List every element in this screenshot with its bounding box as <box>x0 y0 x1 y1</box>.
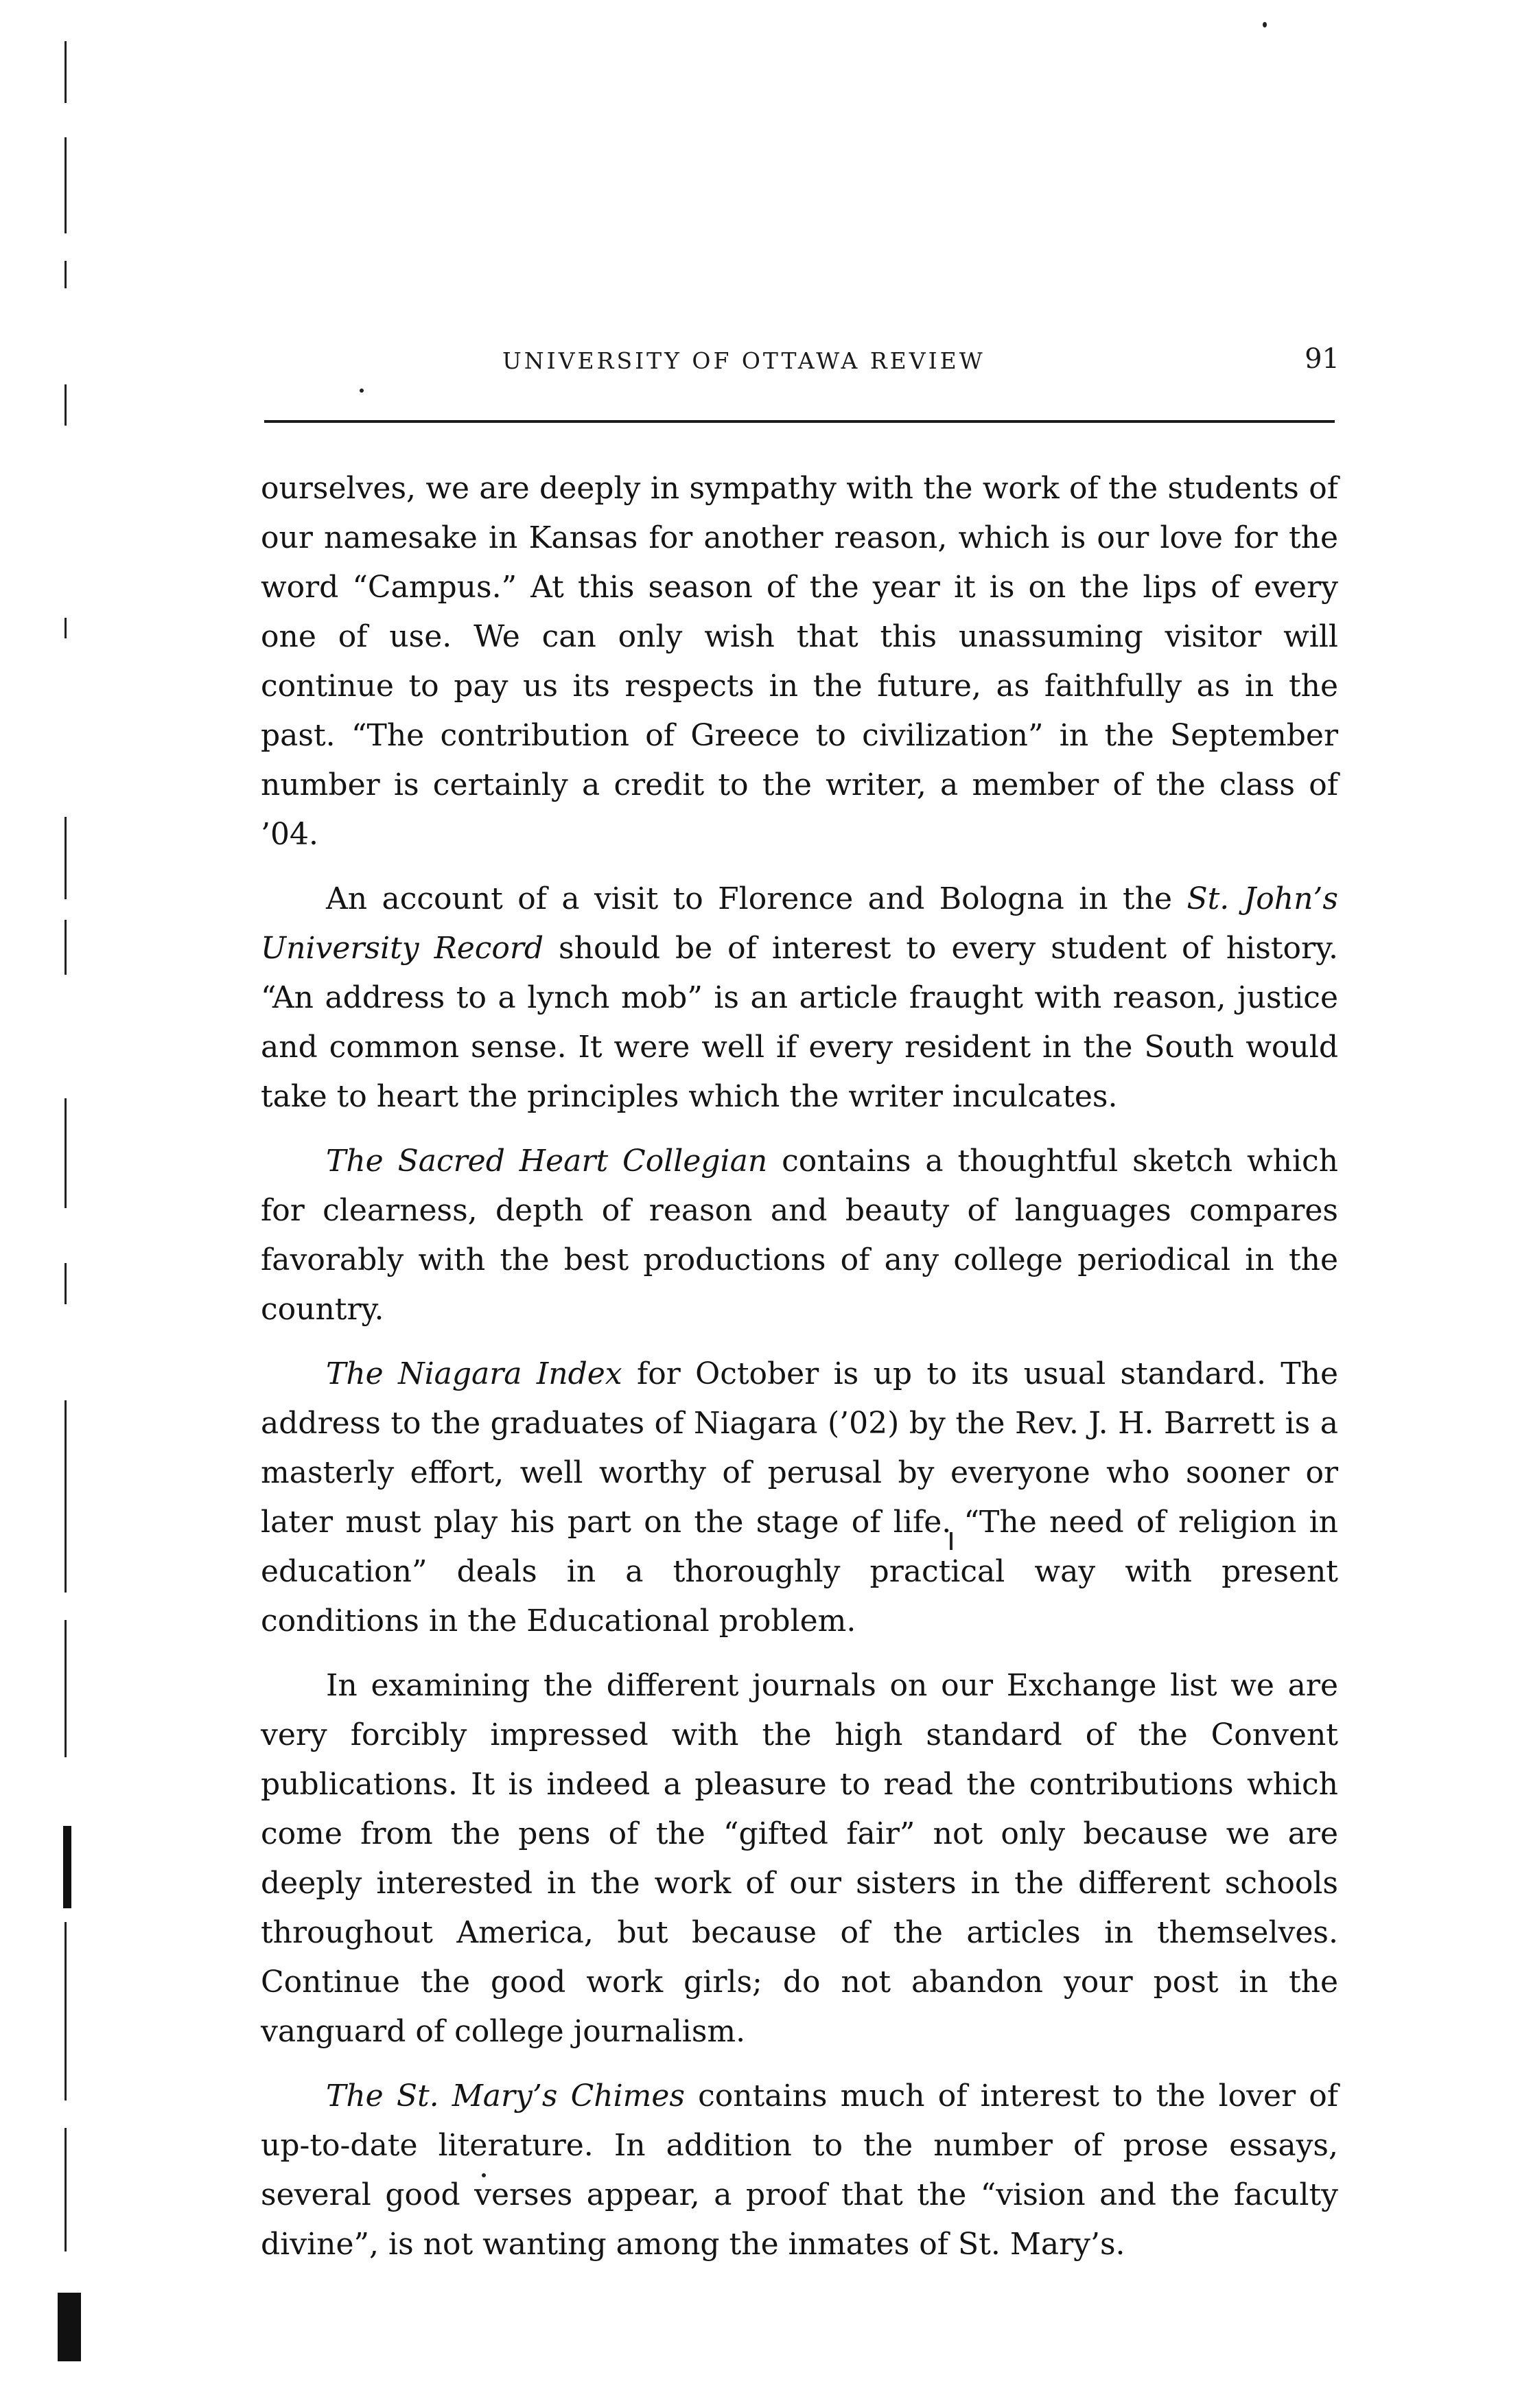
paragraph-2 <box>261 875 1338 1122</box>
header-rule <box>264 420 1335 423</box>
journal-title: The Sacred Heart Collegian <box>326 1144 768 1179</box>
paragraph-6 <box>261 2072 1338 2269</box>
paragraph-3 <box>261 1137 1338 1334</box>
article-body <box>261 464 1338 2284</box>
paragraph-text: should be of interest to every student of history. “An address to a lynch mob” is an article fraught with reason, justice and common sense. It were well if every resident in the South would take to heart the principles which the writer inculcates. <box>261 931 1338 1114</box>
paragraph-text: In examining the different journals on our Exchange list we are very forcibly impressed with the high standard of the Convent publications. It is indeed a pleasure to read the contributions which come from the pens of the “gifted fair” not only because we are deeply interested in the work of our sisters in the different schools throughout America, but because of the articles in themselves. Continue the good work girls; do not abandon your post in the vanguard of college journalism. <box>261 1668 1338 2049</box>
paragraph-text: contains much of interest to the lover of up-to-date literature. In addition to the number of prose essays, several good verses appear, a proof that the “vision and the faculty divine”, is not wanting among the inmates of St. Mary’s. <box>261 2079 1339 2262</box>
scan-speck <box>1263 22 1267 27</box>
page-number: 91 <box>1305 343 1340 375</box>
paragraph-text: ourselves, we are deeply in sympathy with the work of the students of our namesake in Kansas for another reason, which is our love for the word “Campus.” At this season of the year it is on the lips of every one of use. We can only wish that this unassuming visitor will continue to pay us its respects in the future, as faithfully as in the past. “The contribution of Greece to civilization” in the September number is certainly a credit to the writer, a member of the class of ’04. <box>261 471 1338 852</box>
running-title: UNIVERSITY OF OTTAWA REVIEW <box>502 347 985 374</box>
scan-speck <box>360 389 364 393</box>
running-head <box>255 343 1340 384</box>
paragraph-1 <box>261 464 1338 859</box>
paragraph-text: An account of a visit to Florence and Bologna in the <box>326 881 1187 916</box>
journal-title: St. John’s University Record <box>261 881 1338 966</box>
journal-title: The St. Mary’s Chimes <box>326 2079 686 2114</box>
paragraph-5 <box>261 1661 1338 2057</box>
paragraph-text: contains a thoughtful sketch which for clearness, depth of reason and beauty of languages compares favorably with the best productions of any college periodical in the country. <box>261 1144 1339 1327</box>
journal-title: The Niagara Index <box>326 1356 622 1391</box>
paragraph-4 <box>261 1350 1338 1646</box>
scan-edge-artifact <box>60 27 77 2389</box>
paragraph-text: for October is up to its usual standard. The address to the graduates of Niagara (’02) by the Rev. J. H. Barrett is a masterly effort, well worthy of perusal by everyone who sooner or later must play his part on the stage of life. “The need of religion in education” deals in a thoroughly practical way with present conditions in the Educational problem. <box>261 1356 1338 1639</box>
